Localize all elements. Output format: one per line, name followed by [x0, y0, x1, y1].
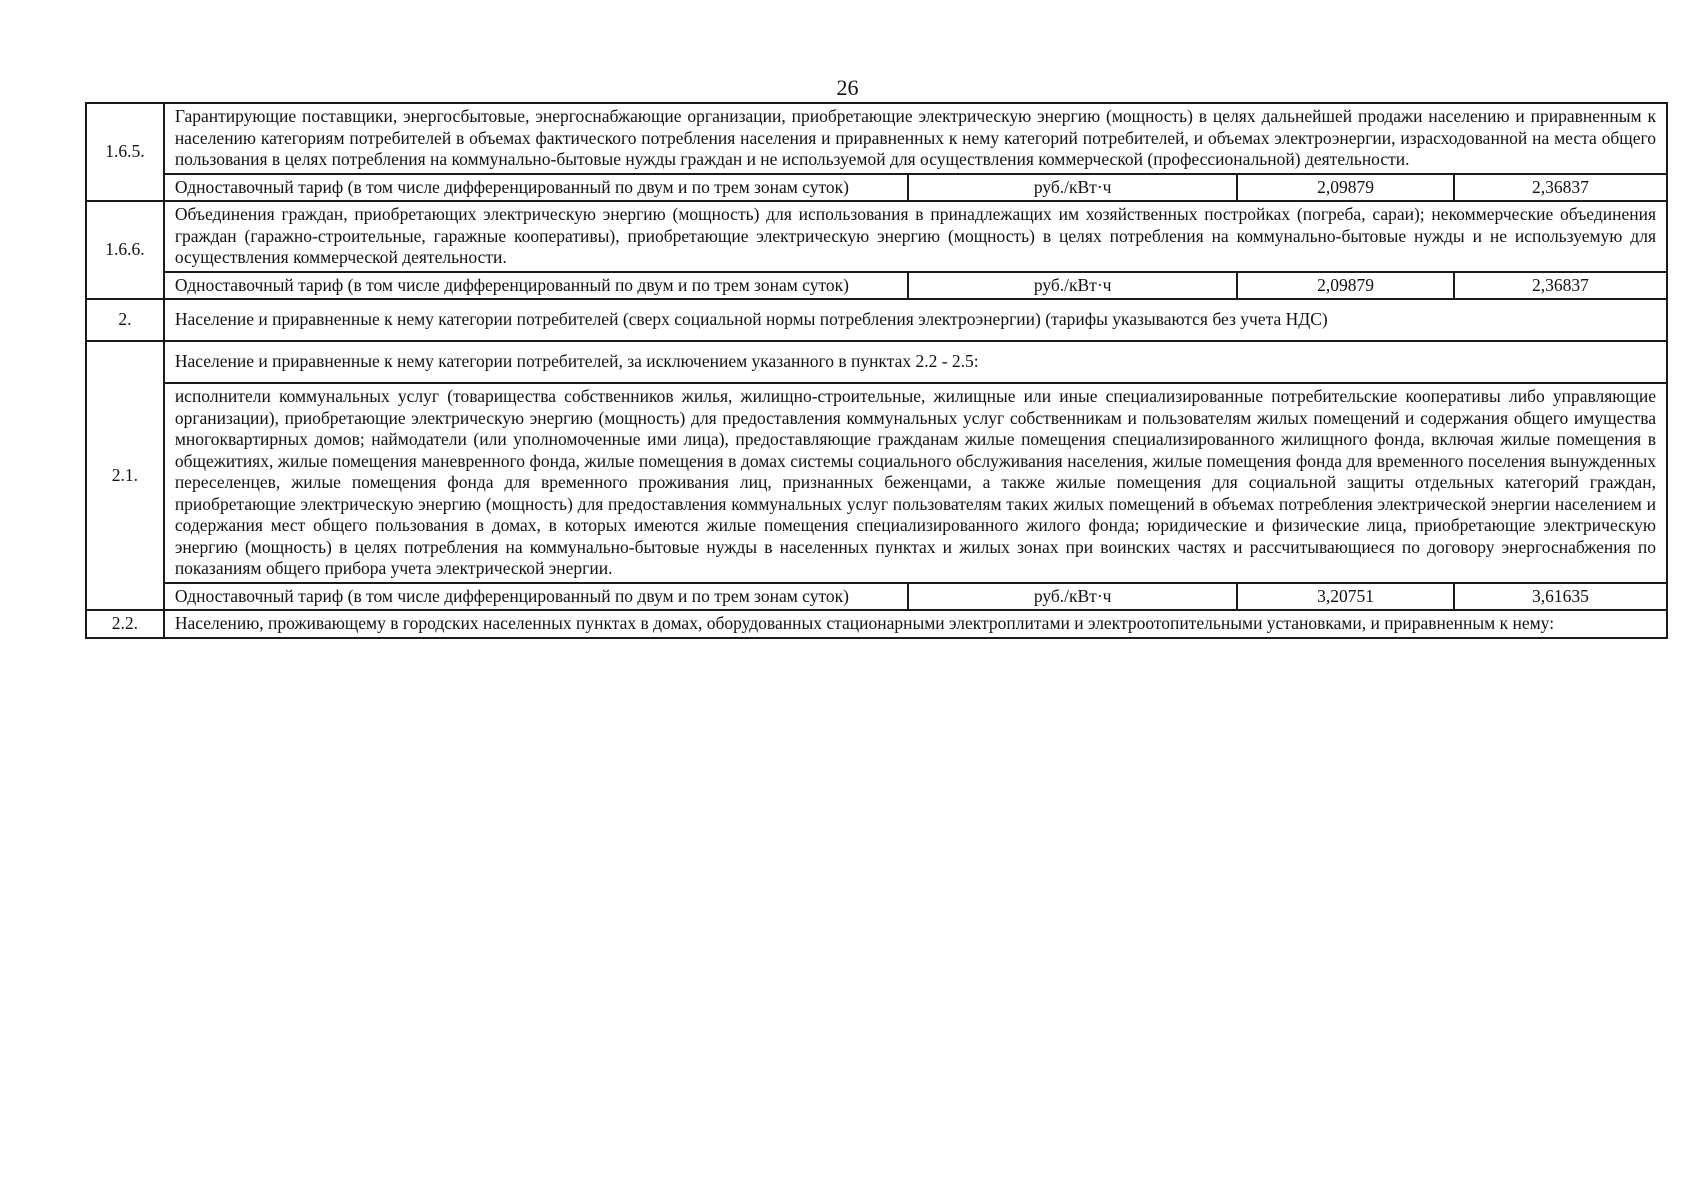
value-cell-first: 2,09879: [1237, 272, 1453, 300]
value-cell-second: 3,61635: [1454, 583, 1667, 611]
value-cell-first: 2,09879: [1237, 174, 1453, 202]
page-number: 26: [836, 75, 859, 100]
table-row-2-1-header: [86, 341, 1667, 383]
tariff-name-cell: Одноставочный тариф (в том числе дифференцированный по двум и по трем зонам суток): [164, 174, 908, 202]
table-row-2-1-tariff: [86, 583, 1667, 611]
row-number: 1.6.6.: [86, 201, 164, 299]
row-number: 1.6.5.: [86, 103, 164, 201]
unit-cell: руб./кВт·ч: [908, 583, 1237, 611]
tariff-name-cell: Одноставочный тариф (в том числе дифференцированный по двум и по трем зонам суток): [164, 583, 908, 611]
row-description: Объединения граждан, приобретающих электрическую энергию (мощность) для использования в принадлежащих им хозяйственных постройках (погреба, сараи); некоммерческие объединения граждан (гаражно-строительные, гаражные кооперативы), приобретающие электрическую энергию (мощность) в целях потребления на коммунально-бытовые нужды и не используемую для осуществления коммерческой деятельности.: [164, 201, 1667, 272]
table-row-1-6-6: [86, 201, 1667, 272]
row-description: Гарантирующие поставщики, энергосбытовые, энергоснабжающие организации, приобретающие электрическую энергию (мощность) в целях дальнейшей продажи населению и приравненным к населению категориям потребителей в объемах фактического потребления населения и приравненных к нему категорий потребителей, и объемах электроэнергии, израсходованной на места общего пользования в целях потребления на коммунально-бытовые нужды граждан и не используемой для осуществления коммерческой (профессиональной) деятельности.: [164, 103, 1667, 174]
table-row-2: [86, 299, 1667, 341]
row-description: Населению, проживающему в городских населенных пунктах в домах, оборудованных стационарными электроплитами и электроотопительными установками, и приравненным к нему:: [164, 610, 1667, 638]
table-row-1-6-5: [86, 103, 1667, 174]
table-row-1-6-6-tariff: [86, 272, 1667, 300]
unit-cell: руб./кВт·ч: [908, 272, 1237, 300]
table-row-2-2: [86, 610, 1667, 638]
value-cell-first: 3,20751: [1237, 583, 1453, 611]
value-cell-second: 2,36837: [1454, 174, 1667, 202]
row-description: исполнители коммунальных услуг (товарищества собственников жилья, жилищно-строительные, жилищные или иные специализированные потребительские кооперативы либо управляющие организации), приобретающие электрическую энергию (мощность) для предоставления коммунальных услуг собственникам и пользователям жилых помещений и содержания общего имущества многоквартирных домов; наймодатели (или уполномоченные ими лица), предоставляющие гражданам жилые помещения специализированного жилищного фонда, включая жилые помещения в общежитиях, жилые помещения маневренного фонда, жилые помещения в домах системы социального обслуживания населения, жилые помещения фонда для временного поселения вынужденных переселенцев, жилые помещения фонда для временного проживания лиц, признанных беженцами, а также жилые помещения для социальной защиты отдельных категорий граждан, приобретающие электрическую энергию (мощность) для предоставления коммунальных услуг пользователям таких жилых помещений в объемах потребления электрической энергии населением и содержания мест общего пользования в домах, в которых имеются жилые помещения специализированного жилого фонда; юридические и физические лица, приобретающие электрическую энергию (мощность) в целях потребления на коммунально-бытовые нужды в населенных пунктах и жилых зонах при воинских частях и рассчитывающиеся по договору энергоснабжения по показаниям общего прибора учета электрической энергии.: [164, 383, 1667, 583]
unit-cell: руб./кВт·ч: [908, 174, 1237, 202]
row-number: 2.: [86, 299, 164, 341]
tariff-name-cell: Одноставочный тариф (в том числе дифференцированный по двум и по трем зонам суток): [164, 272, 908, 300]
table-row-2-1: [86, 383, 1667, 583]
table-row-1-6-5-tariff: [86, 174, 1667, 202]
row-header: Население и приравненные к нему категории потребителей, за исключением указанного в пунктах 2.2 - 2.5:: [164, 341, 1667, 383]
value-cell-second: 2,36837: [1454, 272, 1667, 300]
row-description: Население и приравненные к нему категории потребителей (сверх социальной нормы потребления электроэнергии) (тарифы указываются без учета НДС): [164, 299, 1667, 341]
row-number: 2.2.: [86, 610, 164, 638]
tariff-table: [85, 102, 1668, 639]
row-number: 2.1.: [86, 341, 164, 610]
